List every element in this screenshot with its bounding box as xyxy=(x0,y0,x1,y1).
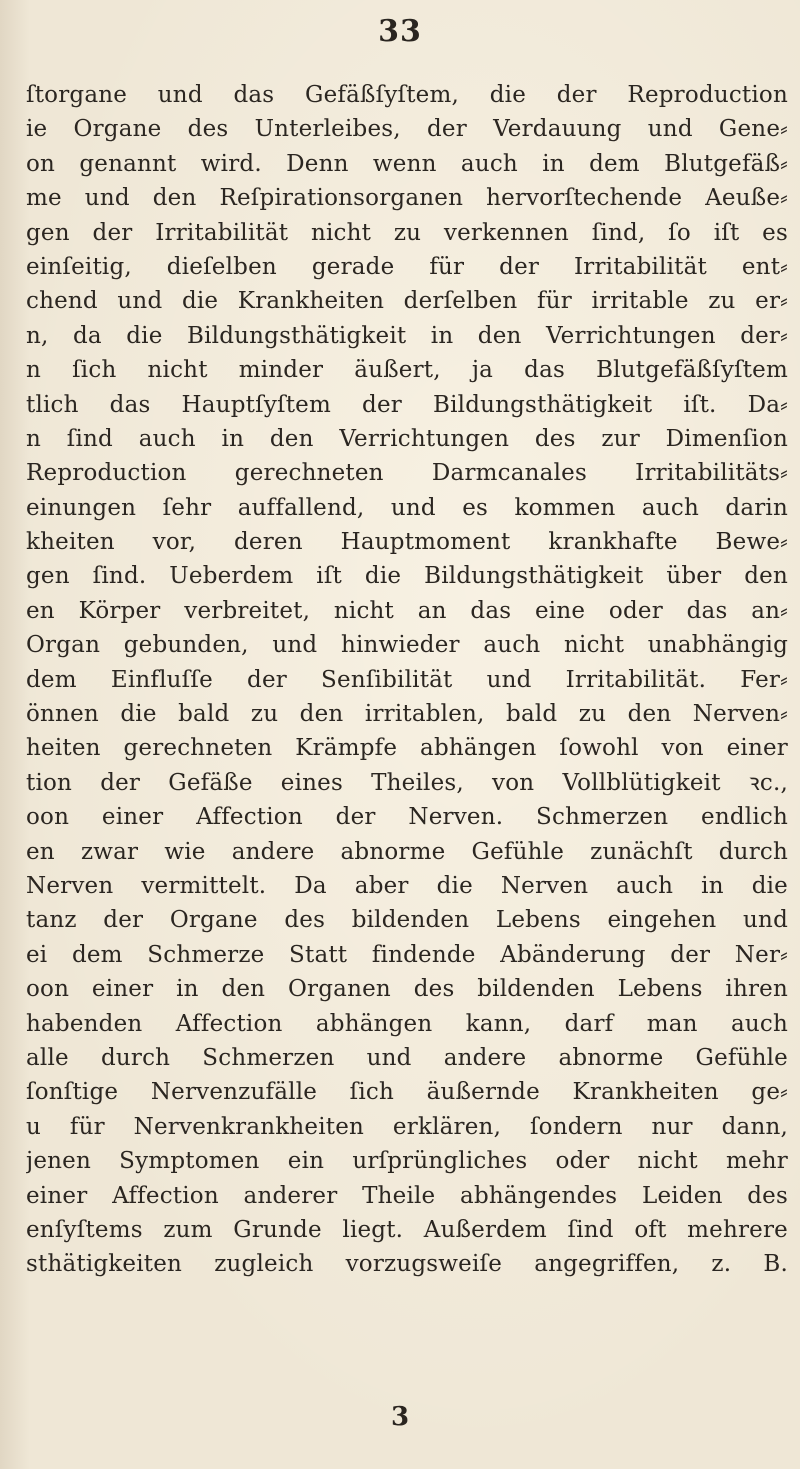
text-line: Nerven vermittelt. Da aber die Nerven auch in die xyxy=(26,872,788,899)
text-line: u für Nervenkrankheiten erklären, ſondern nur dann, xyxy=(26,1113,788,1140)
text-line: einungen ſehr auffallend, und es kommen auch darin xyxy=(26,494,788,521)
body-text xyxy=(26,78,788,1282)
text-line: chend und die Krankheiten derſelben für irritable zu er⸗ xyxy=(26,288,788,315)
text-line: kheiten vor, deren Hauptmoment krankhafte Bewe⸗ xyxy=(26,529,788,556)
text-line: einſeitig, dieſelben gerade für der Irritabilität ent⸗ xyxy=(26,253,788,280)
page-number: 33 xyxy=(378,14,422,49)
text-line: habenden Affection abhängen kann, darf man auch xyxy=(26,1010,788,1037)
text-line: en Körper verbreitet, nicht an das eine oder das an⸗ xyxy=(26,597,788,624)
text-line: n, da die Bildungsthätigkeit in den Verrichtungen der⸗ xyxy=(26,322,788,349)
text-line: ſtorgane und das Gefäßſyſtem, die der Reproduction xyxy=(26,82,788,108)
text-line: önnen die bald zu den irritablen, bald zu den Nerven⸗ xyxy=(26,701,788,728)
text-line: gen der Irritabilität nicht zu verkennen ſind, ſo iſt es xyxy=(26,219,788,246)
text-line: Organ gebunden, und hinwieder auch nicht unabhängig xyxy=(26,632,788,659)
text-line: jenen Symptomen ein urſprüngliches oder nicht mehr xyxy=(26,1148,788,1175)
text-line: tlich das Hauptſyſtem der Bildungsthätigkeit iſt. Da⸗ xyxy=(26,391,788,418)
text-line: dem Einfluſſe der Senſibilität und Irritabilität. Fer⸗ xyxy=(26,666,788,693)
text-line: alle durch Schmerzen und andere abnorme Gefühle xyxy=(26,1044,788,1071)
text-line: heiten gerechneten Krämpfe abhängen ſowohl von einer xyxy=(26,735,788,762)
text-line: ei dem Schmerze Statt findende Abänderung der Ner⸗ xyxy=(26,941,788,968)
text-line: me und den Reſpirationsorganen hervorſtechende Aeuße⸗ xyxy=(26,185,788,212)
text-line: einer Affection anderer Theile abhängendes Leiden des xyxy=(26,1182,788,1209)
text-line: ie Organe des Unterleibes, der Verdauung und Gene⸗ xyxy=(26,116,788,143)
text-line: gen ſind. Ueberdem iſt die Bildungsthätigkeit über den xyxy=(26,563,788,590)
text-line: enſyſtems zum Grunde liegt. Außerdem ſind oft mehrere xyxy=(26,1216,788,1243)
signature-mark: 3 xyxy=(390,1402,410,1432)
text-line: Reproduction gerechneten Darmcanales Irritabilitäts⸗ xyxy=(26,460,788,487)
text-line: on genannt wird. Denn wenn auch in dem Blutgefäß⸗ xyxy=(26,150,788,177)
text-line: tion der Gefäße eines Theiles, von Vollblütigkeit ꝛc., xyxy=(26,769,788,796)
text-line: n ſich nicht minder äußert, ja das Blutgefäßſyſtem xyxy=(26,357,788,384)
text-line: sthätigkeiten zugleich vorzugsweiſe angegriffen, z. B. xyxy=(26,1251,788,1278)
text-line: oon einer Affection der Nerven. Schmerzen endlich xyxy=(26,804,788,831)
text-line: tanz der Organe des bildenden Lebens eingehen und xyxy=(26,907,788,934)
text-line: en zwar wie andere abnorme Gefühle zunächſt durch xyxy=(26,838,788,865)
text-line: ſonſtige Nervenzufälle ſich äußernde Krankheiten ge⸗ xyxy=(26,1079,788,1106)
text-line: n ſind auch in den Verrichtungen des zur Dimenſion xyxy=(26,425,788,452)
text-line: oon einer in den Organen des bildenden Lebens ihren xyxy=(26,976,788,1003)
